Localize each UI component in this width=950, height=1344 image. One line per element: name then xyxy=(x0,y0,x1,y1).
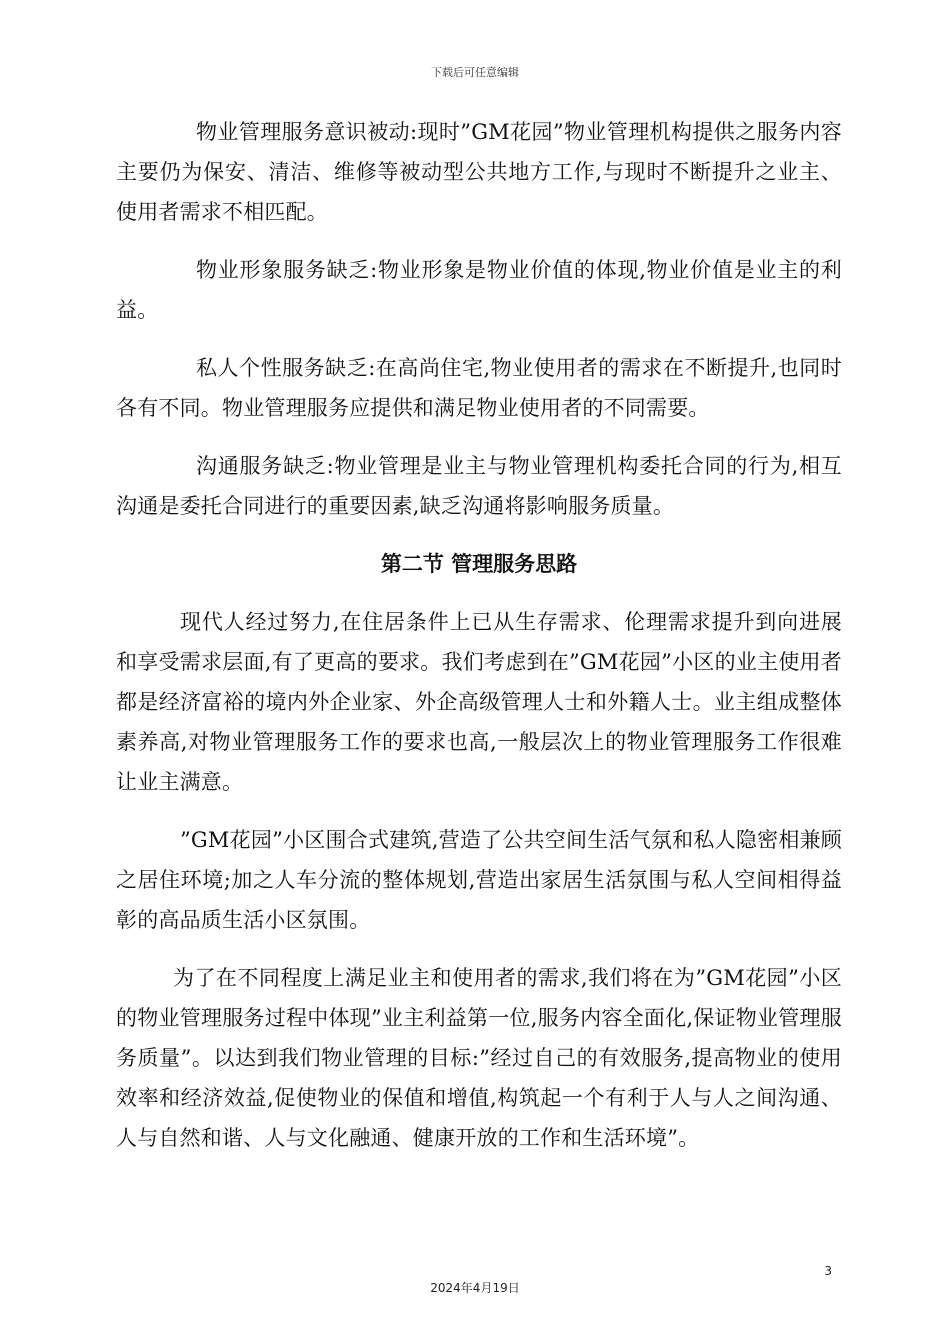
page-number: 3 xyxy=(824,1264,832,1278)
paragraph-service-awareness: 物业管理服务意识被动:现时”GM花园”物业管理机构提供之服务内容主要仍为保安、清洁、维修等被动型公共地方工作,与现时不断提升之业主、使用者需求不相匹配。 xyxy=(116,120,842,224)
page-footer-date: 2024年4月19日 xyxy=(430,1281,520,1295)
paragraph-image-service: 物业形象服务缺乏:物业形象是物业价值的体现,物业价值是业主的利益。 xyxy=(116,258,842,322)
section-title: 第二节 管理服务思路 xyxy=(380,552,578,576)
paragraph-enclosed-architecture: ”GM花园”小区围合式建筑,营造了公共空间生活气氛和私人隐密相兼顾之居住环境;加之人车分流的整体规划,营造出家居生活氛围与私人空间相得益彰的高品质生活小区氛围。 xyxy=(116,828,842,932)
paragraph-personal-service: 私人个性服务缺乏:在高尚住宅,物业使用者的需求在不断提升,也同时各有不同。物业管理服务应提供和满足物业使用者的不同需要。 xyxy=(116,356,842,420)
paragraph-communication-service: 沟通服务缺乏:物业管理是业主与物业管理机构委托合同的行为,相互沟通是委托合同进行的重要因素,缺乏沟通将影响服务质量。 xyxy=(116,454,842,518)
paragraph-management-goal: 为了在不同程度上满足业主和使用者的需求,我们将在为”GM花园”小区的物业管理服务过程中体现”业主利益第一位,服务内容全面化,保证物业管理服务质量”。以达到我们物业管理的目标:”经过自己的有效服务,提高物业的使用效率和经济效益,促使物业的保值和增值,构筑起一个有利于人与人之间沟通、人与自然和谐、人与文化融通、健康开放的工作和生活环境”。 xyxy=(116,966,842,1150)
page-header: 下载后可任意编辑 xyxy=(431,66,519,79)
document-body xyxy=(116,112,842,1176)
paragraph-modern-needs: 现代人经过努力,在住居条件上已从生存需求、伦理需求提升到向进展和享受需求层面,有了更高的要求。我们考虑到在”GM花园”小区的业主使用者都是经济富裕的境内外企业家、外企高级管理人士和外籍人士。业主组成整体素养高,对物业管理服务工作的要求也高,一般层次上的物业管理服务工作很难让业主满意。 xyxy=(116,610,842,794)
